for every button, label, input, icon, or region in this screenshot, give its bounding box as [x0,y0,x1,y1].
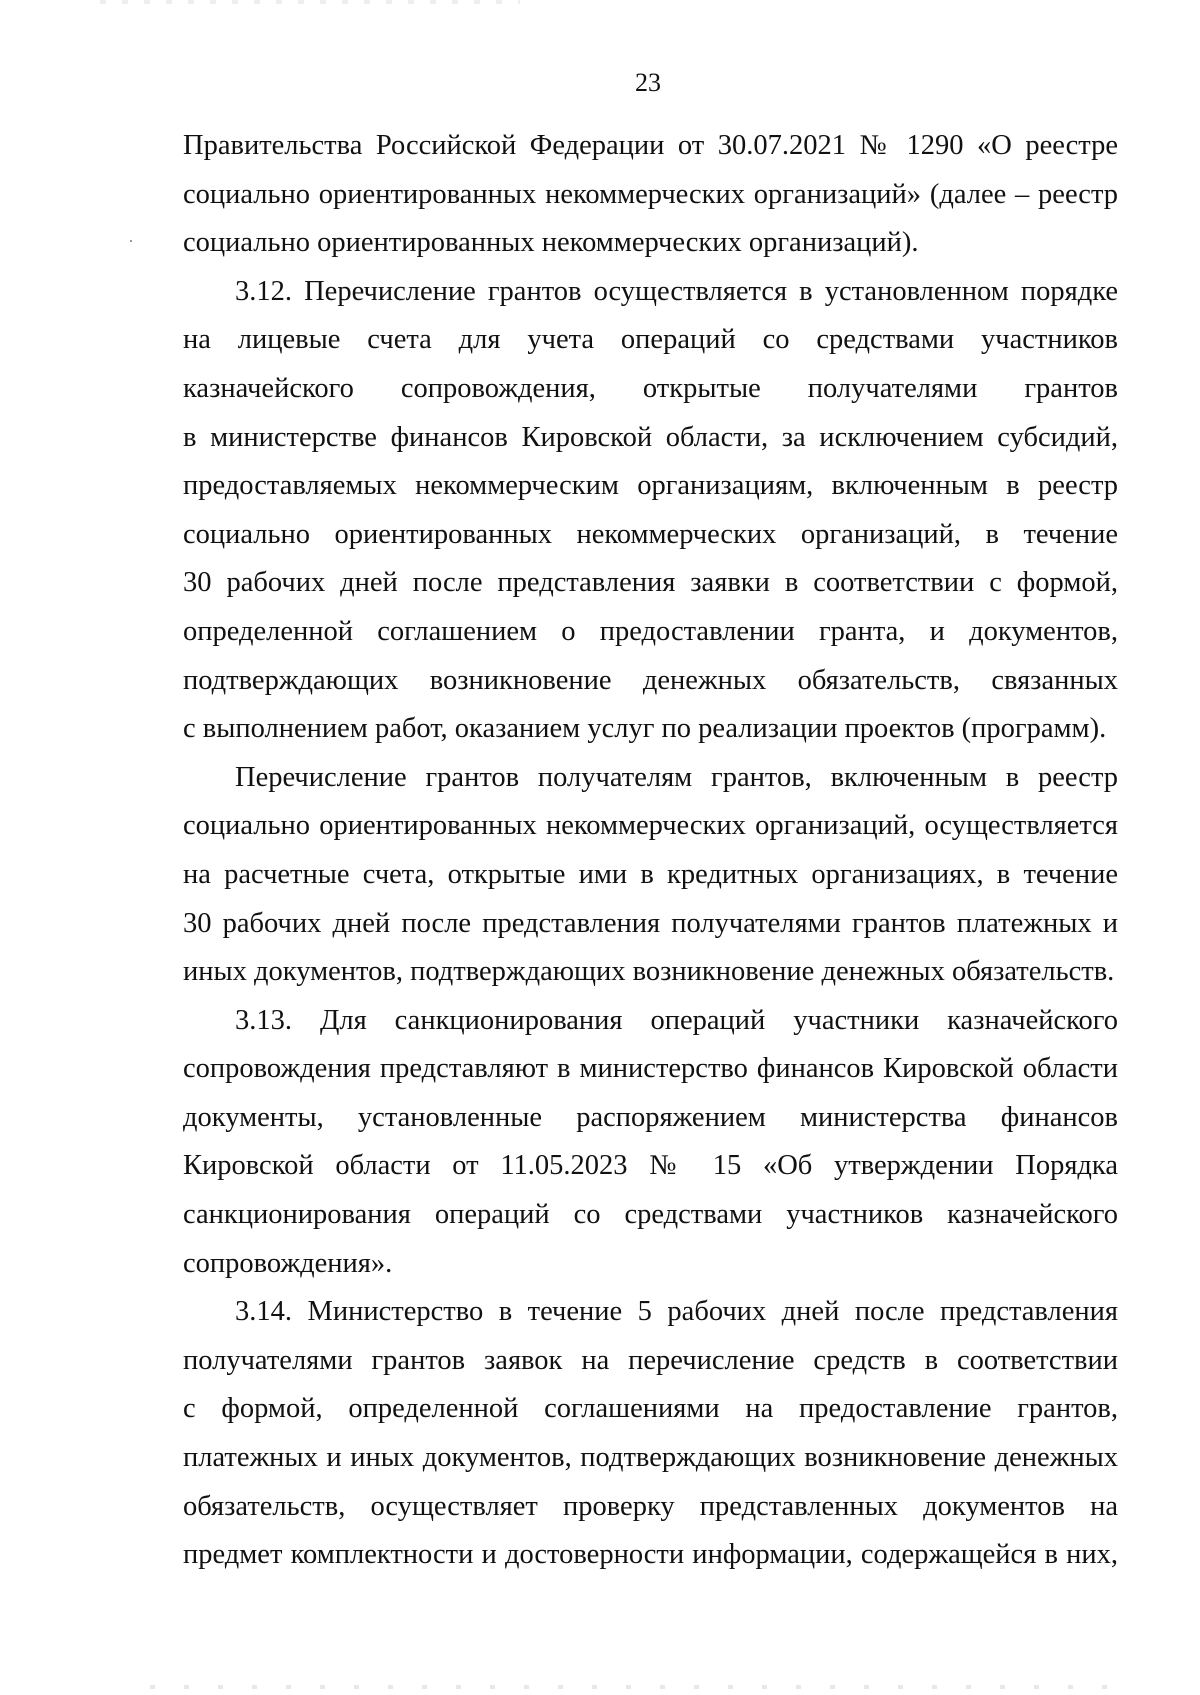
text-line: на расчетные счета, открытые ими в кредитных организациях, в течение [183,858,1118,890]
text-line: документы, установленные распоряжением министерства финансов [183,1101,1118,1133]
text-line: иных документов, подтверждающих возникновение денежных обязательств. [183,956,1115,988]
paragraph-3-13 [183,997,1118,1289]
scan-artifact-bottom [150,1685,1110,1689]
text-line: 30 рабочих дней после представления заявки в соответствии с формой, [183,567,1118,599]
text-line: Кировской области от 11.05.2023 № 15 «Об утверждении Порядка [183,1150,1118,1182]
text-line: предмет комплектности и достоверности информации, содержащейся в них, [183,1539,1118,1571]
text-line: социально ориентированных некоммерческих организаций). [183,227,919,259]
text-line: социально ориентированных некоммерческих организаций, в течение [183,518,1118,550]
text-line: предоставляемых некоммерческим организациям, включенным в реестр [183,470,1118,502]
text-line: санкционирования операций со средствами участников казначейского [183,1199,1118,1231]
text-line: с формой, определенной соглашениями на предоставление грантов, [183,1393,1118,1425]
text-line: обязательств, осуществляет проверку представленных документов на [183,1490,1118,1522]
page-number: 23 [635,68,661,97]
text-line: сопровождения». [183,1247,393,1279]
text-line: социально ориентированных некоммерческих организаций» (далее – реестр [183,178,1118,210]
text-line: Перечисление грантов получателям грантов, включенным в реестр [235,761,1118,793]
text-line: сопровождения представляют в министерство финансов Кировской области [183,1053,1118,1085]
text-line: казначейского сопровождения, открытые получателями грантов [183,372,1118,404]
text-line: социально ориентированных некоммерческих организаций, осуществляется [183,810,1118,842]
text-line: подтверждающих возникновение денежных обязательств, связанных [183,664,1118,696]
text-line: получателями грантов заявок на перечисление средств в соответствии [183,1344,1118,1376]
document-body [183,122,1118,1580]
scan-speck [130,240,132,242]
text-line: платежных и иных документов, подтверждающих возникновение денежных [183,1442,1118,1474]
paragraph-continuation [183,122,1118,268]
text-line: с выполнением работ, оказанием услуг по реализации проектов (программ). [183,713,1107,745]
paragraph-3-12 [183,268,1118,754]
paragraph-transfer-registry [183,754,1118,997]
text-line: определенной соглашением о предоставлении гранта, и документов, [183,615,1118,647]
paragraph-3-14 [183,1288,1118,1580]
text-line: 3.12. Перечисление грантов осуществляется в установленном порядке [235,275,1118,307]
text-line: Правительства Российской Федерации от 30.07.2021 № 1290 «О реестре [183,130,1118,161]
scan-artifact-top [100,0,520,4]
text-line: 3.14. Министерство в течение 5 рабочих дней после представления [235,1296,1118,1328]
text-line: на лицевые счета для учета операций со средствами участников [183,324,1118,356]
text-line: 30 рабочих дней после представления получателями грантов платежных и [183,907,1118,939]
text-line: 3.13. Для санкционирования операций участники казначейского [235,1004,1118,1036]
text-line: в министерстве финансов Кировской области, за исключением субсидий, [183,421,1118,453]
